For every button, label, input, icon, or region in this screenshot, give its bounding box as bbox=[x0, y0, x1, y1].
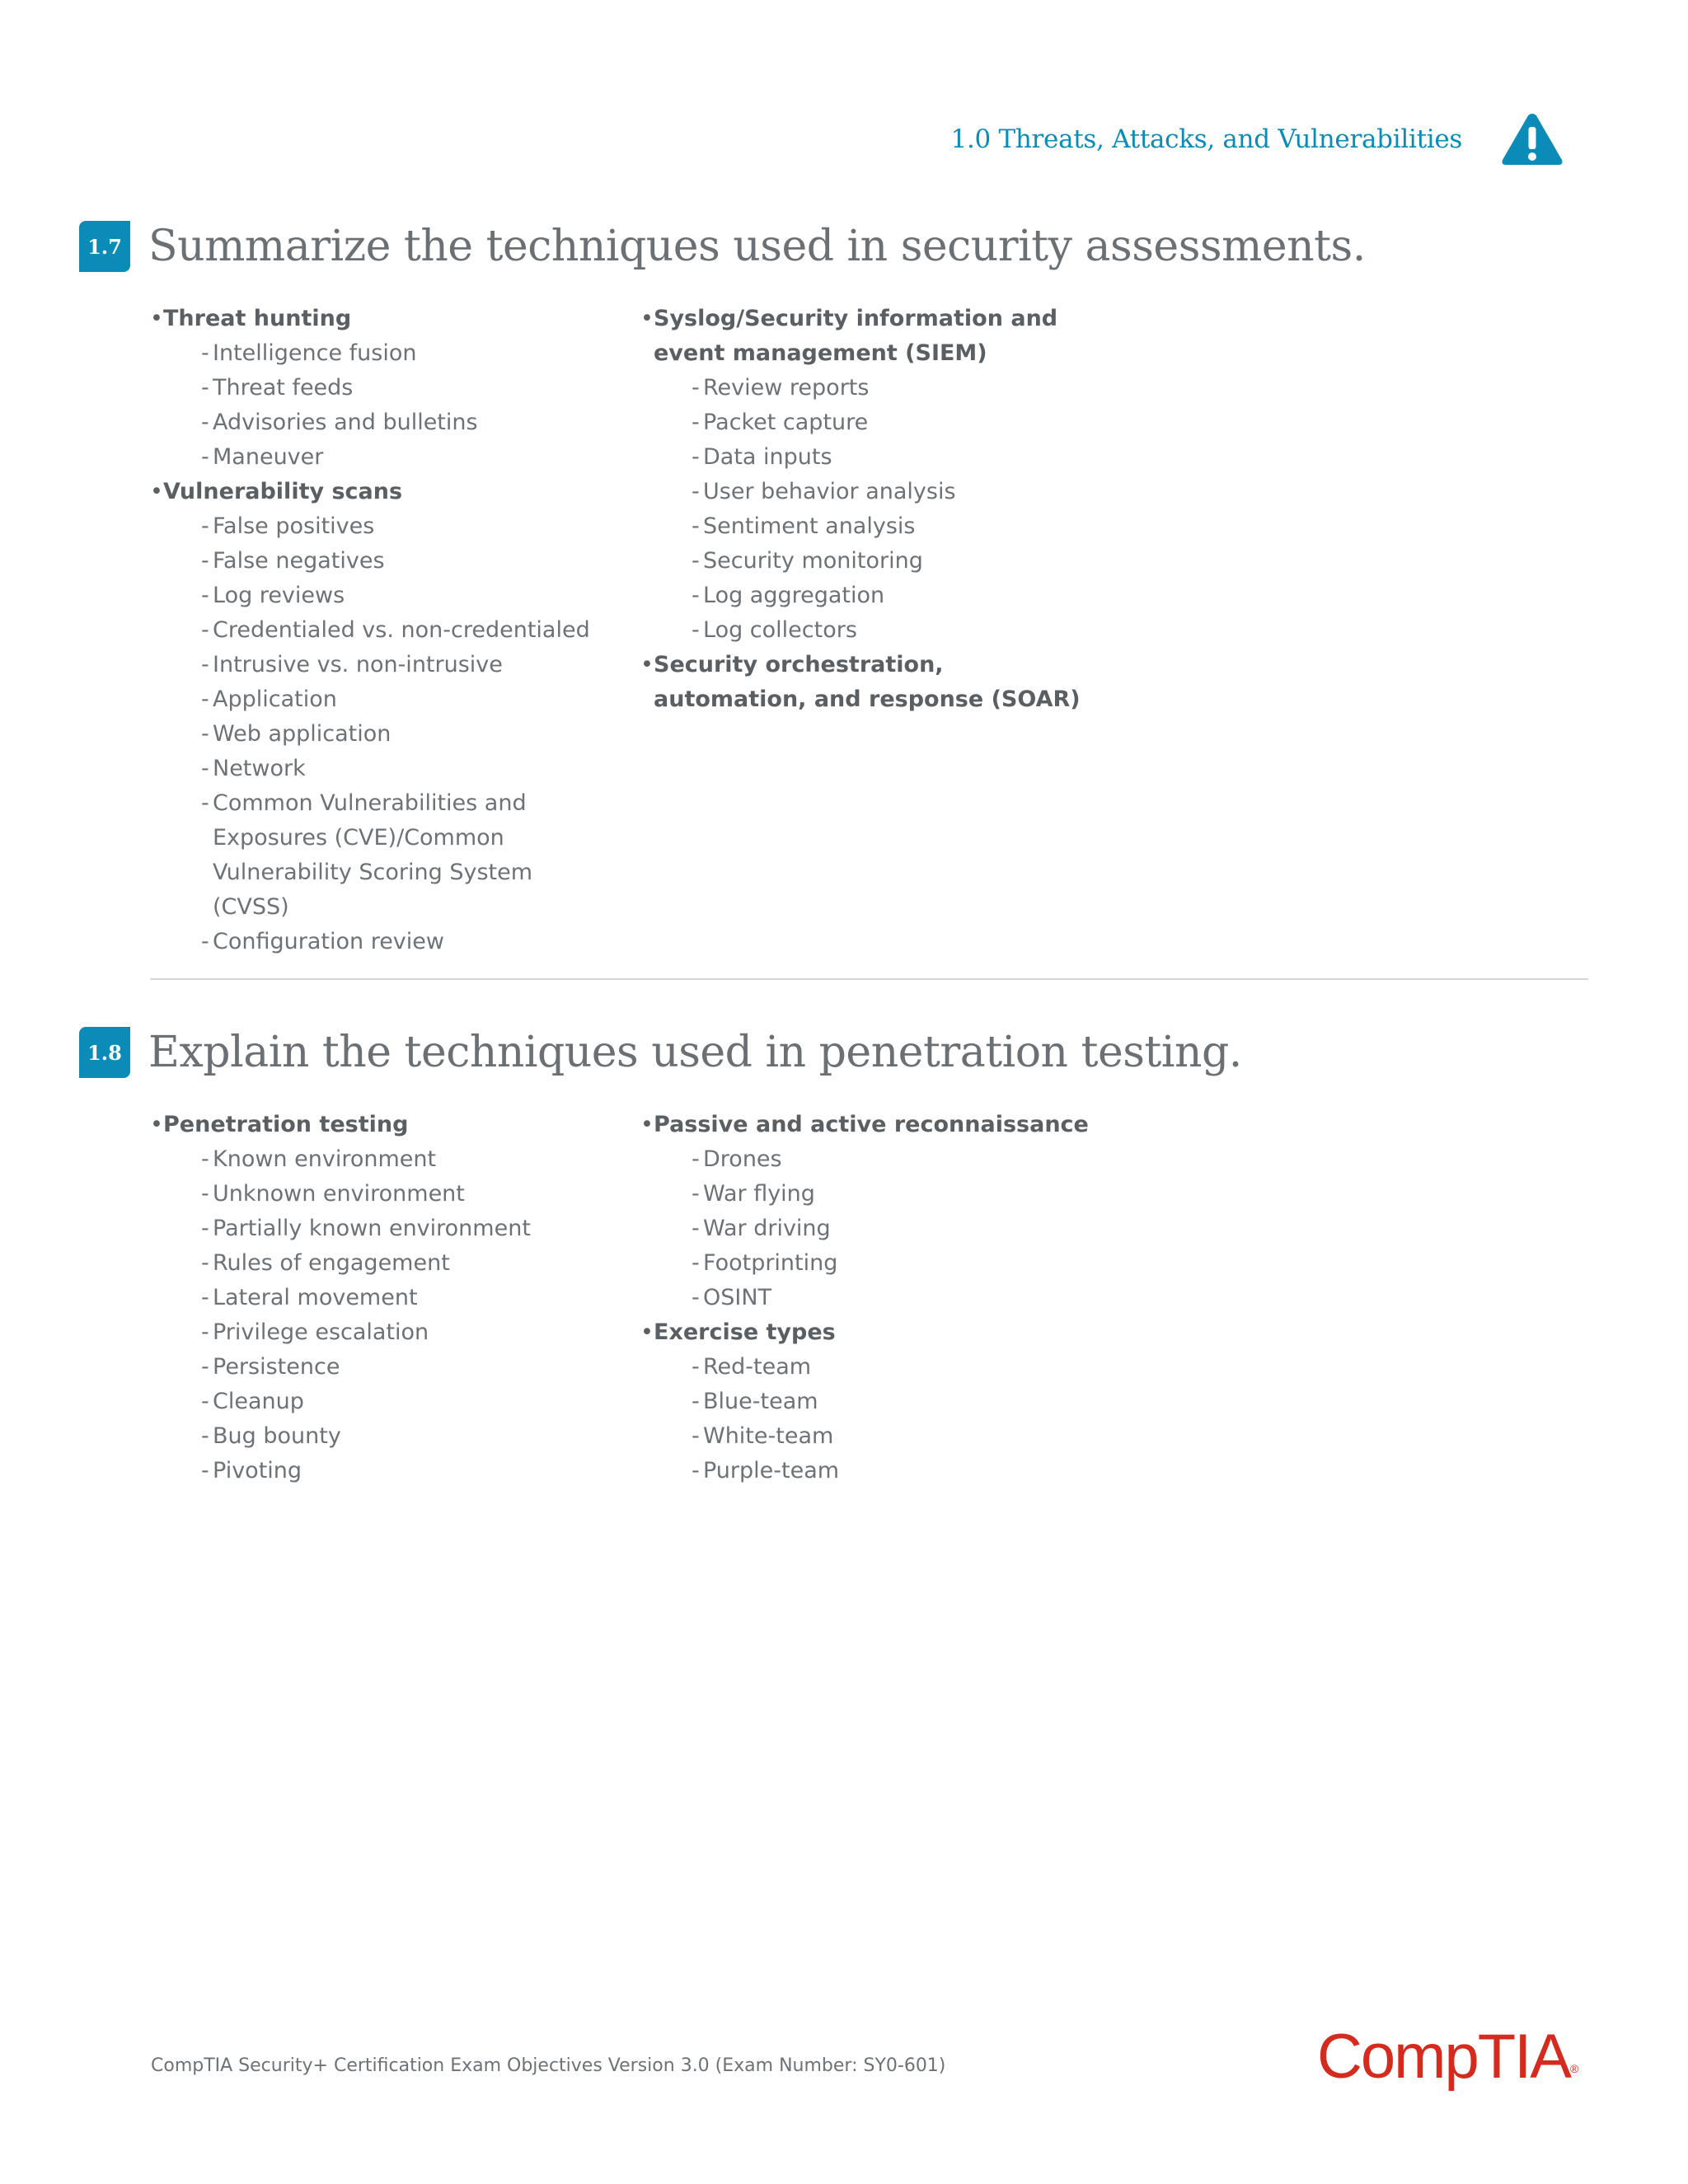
footer-exam-info: CompTIA Security+ Certification Exam Objectives Version 3.0 (Exam Number: SY0-601) bbox=[151, 2055, 946, 2076]
topic-label: Syslog/Security information and event management (SIEM) bbox=[654, 306, 1058, 366]
objective-heading bbox=[79, 1027, 1587, 1078]
topic-label: Security orchestration, automation, and response (SOAR) bbox=[654, 652, 1081, 712]
subtopic-list bbox=[163, 1142, 612, 1488]
subtopic-item: - Lateral movement bbox=[163, 1281, 612, 1315]
objective-column bbox=[150, 1108, 612, 1488]
subtopic-item: - Sentiment analysis bbox=[654, 509, 1102, 544]
subtopic-item: - Bug bounty bbox=[163, 1419, 612, 1454]
topic-item bbox=[640, 1108, 1102, 1315]
subtopic-item: - Privilege escalation bbox=[163, 1315, 612, 1350]
objective-column bbox=[640, 302, 1102, 717]
topic-label: Exercise types bbox=[654, 1319, 836, 1345]
subtopic-item: - Review reports bbox=[654, 371, 1102, 405]
subtopic-item: - False negatives bbox=[163, 544, 612, 579]
comptia-logo bbox=[1317, 2021, 1578, 2093]
section-header bbox=[951, 110, 1564, 168]
subtopic-item: - War flying bbox=[654, 1177, 1102, 1212]
topic-label: Vulnerability scans bbox=[163, 479, 403, 504]
topic-item bbox=[150, 1108, 612, 1488]
subtopic-item: - Partially known environment bbox=[163, 1212, 612, 1246]
topic-item bbox=[640, 1315, 1102, 1488]
subtopic-item: - Log collectors bbox=[654, 613, 1102, 648]
subtopic-item: - Purple-team bbox=[654, 1454, 1102, 1488]
objective-title: Summarize the techniques used in security assessments. bbox=[148, 222, 1366, 271]
topic-label: Passive and active reconnaissance bbox=[654, 1112, 1089, 1137]
subtopic-item: - Persistence bbox=[163, 1350, 612, 1385]
subtopic-item: - Pivoting bbox=[163, 1454, 612, 1488]
topic-item bbox=[640, 648, 1102, 717]
topic-label: Penetration testing bbox=[163, 1112, 409, 1137]
subtopic-item: - Blue-team bbox=[654, 1385, 1102, 1419]
subtopic-item: - Data inputs bbox=[654, 440, 1102, 475]
subtopic-item: - Common Vulnerabilities and Exposures (CVE)/Common Vulnerability Scoring System (CVSS) bbox=[163, 786, 612, 925]
subtopic-item: - Drones bbox=[654, 1142, 1102, 1177]
subtopic-item: - False positives bbox=[163, 509, 612, 544]
subtopic-list bbox=[654, 1142, 1102, 1315]
subtopic-list bbox=[163, 336, 612, 475]
subtopic-item: - Rules of engagement bbox=[163, 1246, 612, 1281]
subtopic-item: - Known environment bbox=[163, 1142, 612, 1177]
subtopic-item: - Intrusive vs. non-intrusive bbox=[163, 648, 612, 682]
objective-column bbox=[640, 1108, 1102, 1488]
warning-triangle-icon bbox=[1500, 110, 1564, 168]
subtopic-item: - Web application bbox=[163, 717, 612, 752]
subtopic-item: - Unknown environment bbox=[163, 1177, 612, 1212]
subtopic-item: - Red-team bbox=[654, 1350, 1102, 1385]
subtopic-item: - Advisories and bulletins bbox=[163, 405, 612, 440]
section-divider bbox=[150, 978, 1588, 980]
subtopic-list bbox=[654, 371, 1102, 648]
subtopic-item: - Application bbox=[163, 682, 612, 717]
objective-number-badge: 1.8 bbox=[79, 1027, 130, 1078]
topic-label: Threat hunting bbox=[163, 306, 352, 331]
registered-mark: ® bbox=[1569, 2062, 1579, 2075]
subtopic-item: - Footprinting bbox=[654, 1246, 1102, 1281]
logo-text: CompTIA bbox=[1317, 2022, 1570, 2092]
subtopic-item: - Cleanup bbox=[163, 1385, 612, 1419]
topic-item bbox=[150, 475, 612, 959]
subtopic-item: - White-team bbox=[654, 1419, 1102, 1454]
subtopic-item: - User behavior analysis bbox=[654, 475, 1102, 509]
subtopic-item: - Log aggregation bbox=[654, 579, 1102, 613]
objective-1-8 bbox=[79, 1027, 1587, 1734]
subtopic-item: - Credentialed vs. non-credentialed bbox=[163, 613, 612, 648]
subtopic-item: - Network bbox=[163, 752, 612, 786]
subtopic-list bbox=[654, 1350, 1102, 1488]
subtopic-item: - War driving bbox=[654, 1212, 1102, 1246]
topic-item bbox=[640, 302, 1102, 648]
subtopic-list bbox=[163, 509, 612, 959]
subtopic-item: - Configuration review bbox=[163, 925, 612, 959]
objective-columns bbox=[79, 302, 1587, 954]
subtopic-item: - Security monitoring bbox=[654, 544, 1102, 579]
objective-column bbox=[150, 302, 612, 959]
subtopic-item: - OSINT bbox=[654, 1281, 1102, 1315]
subtopic-item: - Packet capture bbox=[654, 405, 1102, 440]
objective-columns bbox=[79, 1108, 1587, 1734]
objective-1-7 bbox=[79, 221, 1587, 954]
topic-item bbox=[150, 302, 612, 475]
section-title: 1.0 Threats, Attacks, and Vulnerabilities bbox=[950, 124, 1462, 154]
objective-title: Explain the techniques used in penetration testing. bbox=[148, 1028, 1242, 1077]
objective-number-badge: 1.7 bbox=[79, 221, 130, 272]
objective-heading bbox=[79, 221, 1587, 272]
subtopic-item: - Log reviews bbox=[163, 579, 612, 613]
subtopic-item: - Intelligence fusion bbox=[163, 336, 612, 371]
subtopic-item: - Maneuver bbox=[163, 440, 612, 475]
subtopic-item: - Threat feeds bbox=[163, 371, 612, 405]
